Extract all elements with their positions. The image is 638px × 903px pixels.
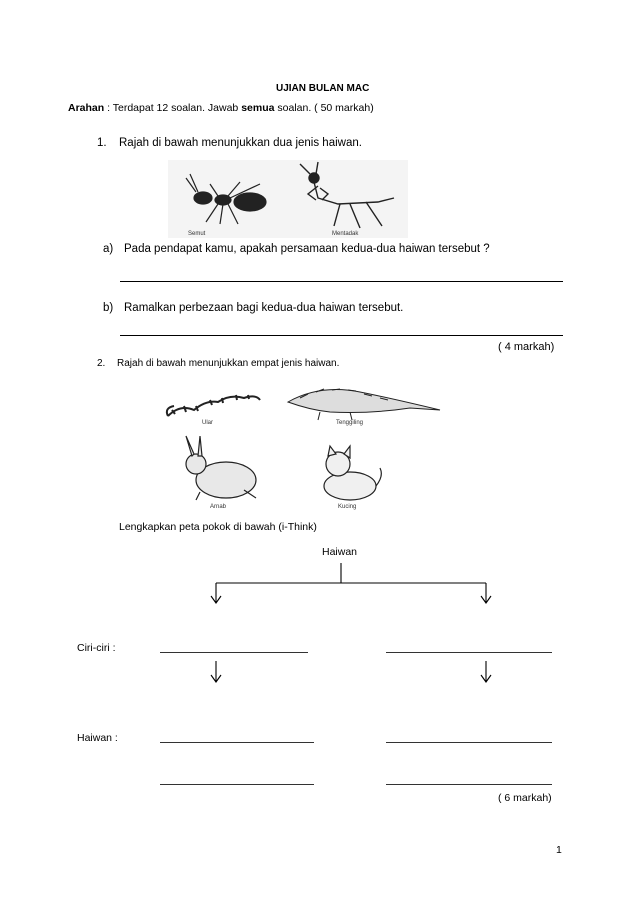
- q2-marks: ( 6 markah): [498, 792, 552, 804]
- q1-text: Rajah di bawah menunjukkan dua jenis haiwan.: [119, 137, 362, 149]
- haiwan-answer-left-1[interactable]: [160, 742, 314, 743]
- page-title: UJIAN BULAN MAC: [276, 83, 370, 94]
- pangolin-icon: [288, 389, 440, 420]
- q1b-label: b): [103, 302, 114, 314]
- q1b-answer-line[interactable]: [120, 335, 563, 336]
- row-haiwan-label: Haiwan :: [77, 732, 118, 744]
- q1a-text: Pada pendapat kamu, apakah persamaan kedua-dua haiwan tersebut ?: [124, 243, 490, 255]
- q1-number: 1.: [97, 137, 107, 149]
- instructions-bold: semua: [241, 102, 275, 114]
- q2-animals-image: [160, 380, 452, 510]
- instructions: [68, 103, 374, 114]
- ciri-answer-left[interactable]: [160, 652, 308, 653]
- q2-number: 2.: [97, 358, 106, 369]
- snake-caption: Ular: [202, 420, 214, 426]
- q1a-answer-line[interactable]: [120, 281, 563, 282]
- rabbit-caption: Arnab: [210, 504, 227, 510]
- q1a-label: a): [103, 243, 114, 255]
- haiwan-answer-right-2[interactable]: [386, 784, 552, 785]
- instructions-post: soalan. ( 50 markah): [277, 102, 374, 114]
- snake-icon: [167, 395, 260, 416]
- rabbit-icon: [186, 436, 256, 500]
- tree-root: Haiwan: [322, 546, 358, 558]
- mantis-caption: Mentadak: [332, 231, 359, 237]
- instructions-label: Arahan: [68, 102, 105, 114]
- ciri-answer-right[interactable]: [386, 652, 552, 653]
- cat-caption: Kucing: [338, 504, 357, 510]
- haiwan-answer-right-1[interactable]: [386, 742, 552, 743]
- instructions-pre: : Terdapat 12 soalan. Jawab: [107, 102, 239, 114]
- pangolin-caption: Tenggiling: [336, 420, 364, 426]
- row-ciri-label: Ciri-ciri :: [77, 642, 116, 654]
- q1-marks: ( 4 markah): [498, 341, 555, 353]
- ant-caption: Semut: [188, 231, 206, 237]
- q1b-text: Ramalkan perbezaan bagi kedua-dua haiwan tersebut.: [124, 302, 404, 314]
- page-number: 1: [556, 844, 562, 856]
- cat-icon: [324, 446, 381, 500]
- ant-mantis-drawing: [168, 160, 408, 238]
- q2-instruction: Lengkapkan peta pokok di bawah (i-Think): [119, 521, 317, 533]
- haiwan-answer-left-2[interactable]: [160, 784, 314, 785]
- q1-animals-image: [168, 160, 408, 238]
- q2-text: Rajah di bawah menunjukkan empat jenis haiwan.: [117, 358, 340, 369]
- four-animals-drawing: [160, 380, 452, 510]
